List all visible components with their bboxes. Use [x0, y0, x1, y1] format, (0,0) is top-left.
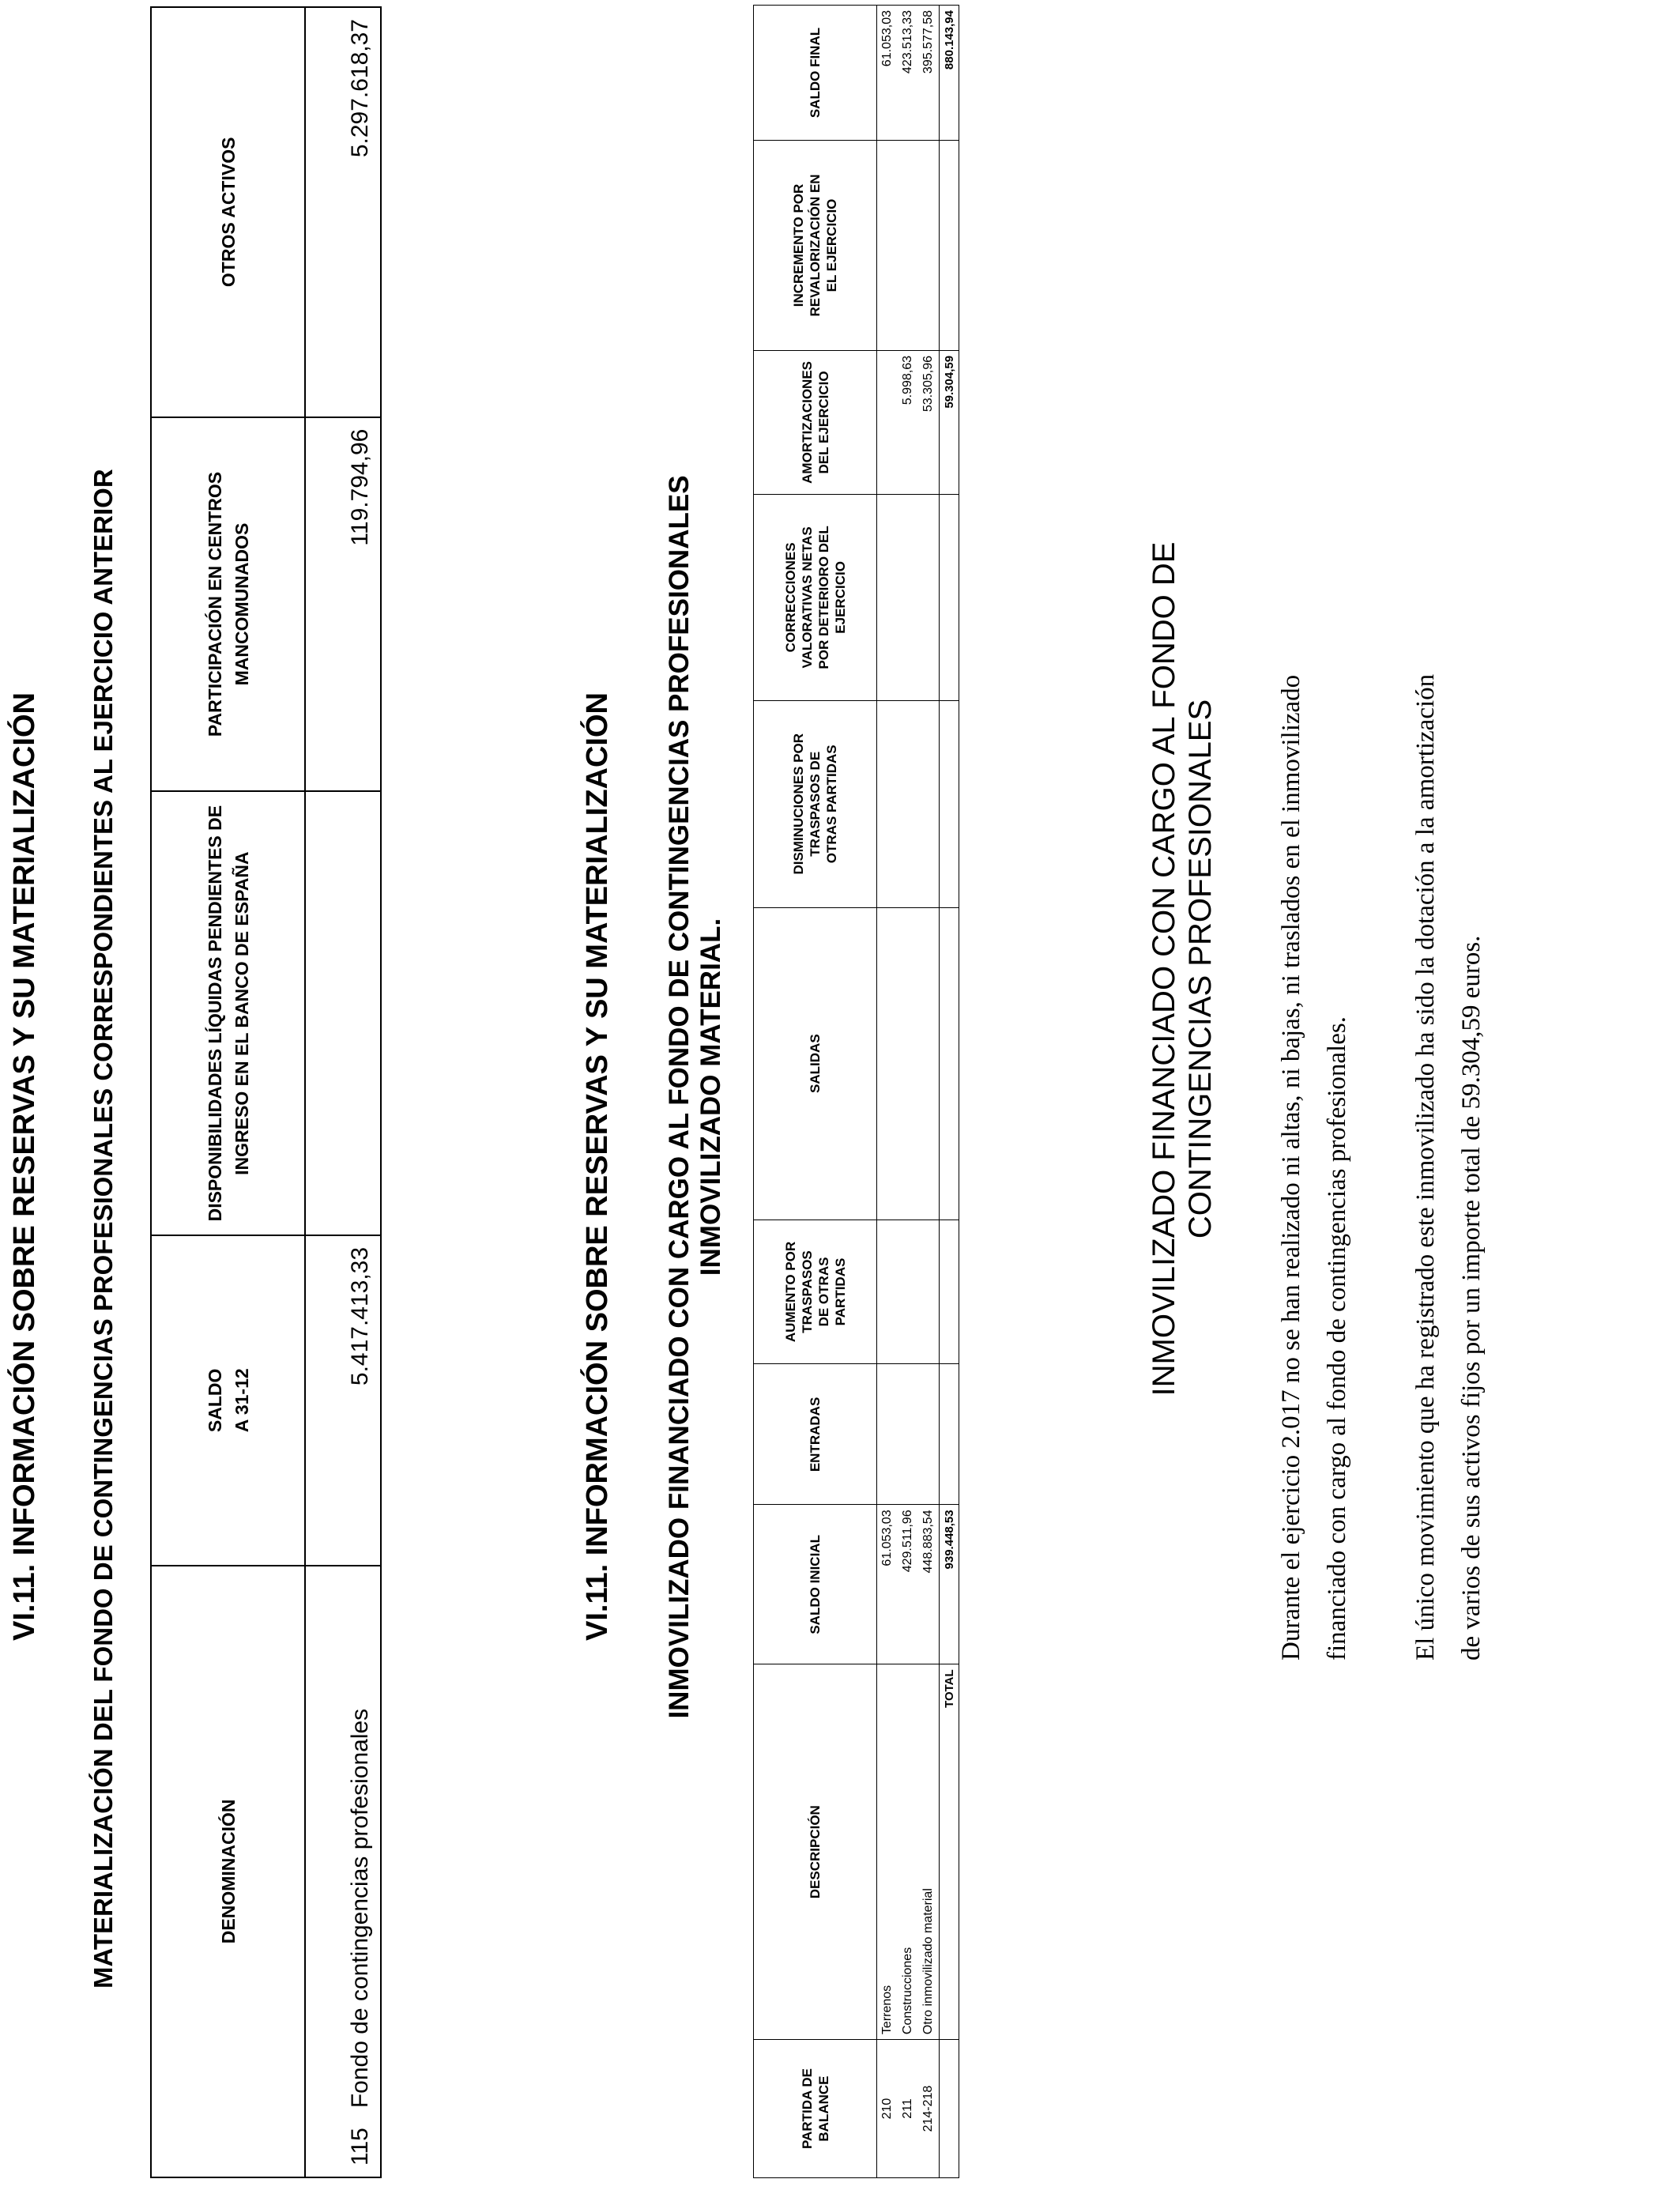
total-label: TOTAL [940, 1664, 959, 2040]
text-section-heading: INMOVILIZADO FINANCIADO CON CARGO AL FONDO DE CONTINGENCIAS PROFESIONALES [1147, 541, 1218, 1397]
cell-disponibilidades [305, 791, 381, 1235]
header-incremento: INCREMENTO POR REVALORIZACIÓN EN EL EJERCICIO [754, 141, 877, 351]
cell-saldo-final: 423.513,33 [898, 6, 918, 141]
cell-descripcion: Otro inmovilizado material [918, 1664, 940, 2040]
header-correcciones: CORRECCIONES VALORATIVAS NETAS POR DETERIORO DEL EJERCICIO [754, 494, 877, 700]
cell-amortizaciones: 53.305,96 [918, 350, 940, 494]
header-denominacion: DENOMINACIÓN [151, 1566, 305, 2177]
table-row [918, 6, 940, 2178]
cell-partida: 210 [877, 2040, 898, 2178]
cell-amortizaciones: 5.998,63 [898, 350, 918, 494]
cell-amortizaciones [877, 350, 898, 494]
total-saldo-inicial: 939.448,53 [940, 1505, 959, 1664]
header-saldo-inicial: SALDO INICIAL [754, 1505, 877, 1664]
cell-saldo-inicial: 448.883,54 [918, 1505, 940, 1664]
table-row [305, 7, 381, 2177]
cell-saldo-inicial: 61.053,03 [877, 1505, 898, 1664]
total-row [940, 6, 959, 2178]
cell-saldo-final: 395.577,58 [918, 6, 940, 141]
total-amortizaciones: 59.304,59 [940, 350, 959, 494]
header-saldo: SALDO A 31-12 [151, 1235, 305, 1566]
header-entradas: ENTRADAS [754, 1364, 877, 1505]
cell-participacion: 119.794,96 [305, 417, 381, 792]
cell-descripcion: Terrenos [877, 1664, 898, 2040]
cell-saldo-inicial: 429.511,96 [898, 1505, 918, 1664]
table2-title: INMOVILIZADO FINANCIADO CON CARGO AL FONDO DE CONTINGENCIAS PROFESIONALES INMOVILIZADO MATERIAL. [664, 475, 726, 1719]
cell-saldo: 5.417.413,33 [305, 1235, 381, 1566]
total-saldo-final: 880.143,94 [940, 6, 959, 141]
section-heading-1: VI.11. INFORMACIÓN SOBRE RESERVAS Y SU MATERIALIZACIÓN [8, 692, 41, 1641]
section-heading-2: VI.11. INFORMACIÓN SOBRE RESERVAS Y SU MATERIALIZACIÓN [581, 692, 614, 1641]
header-descripcion: DESCRIPCIÓN [754, 1664, 877, 2040]
header-participacion: PARTICIPACIÓN EN CENTROS MANCOMUNADOS [151, 417, 305, 792]
cell-descripcion: Construcciones [898, 1664, 918, 2040]
header-disminuciones: DISMINUCIONES POR TRASPASOS DE OTRAS PARTIDAS [754, 700, 877, 907]
table-row [877, 6, 898, 2178]
header-aumento: AUMENTO POR TRASPASOS DE OTRAS PARTIDAS [754, 1220, 877, 1364]
header-partida: PARTIDA DE BALANCE [754, 2040, 877, 2178]
cell-partida: 214-218 [918, 2040, 940, 2178]
cell-partida: 211 [898, 2040, 918, 2178]
table-row [898, 6, 918, 2178]
paragraph-1: Durante el ejercicio 2.017 no se han realizado ni altas, ni bajas, ni traslados en el inmovilizado financiado con cargo al fondo de contingencias profesionales. [1277, 674, 1351, 1661]
header-amortizaciones: AMORTIZACIONES DEL EJERCICIO [754, 350, 877, 494]
paragraph-2: El único movimiento que ha registrado este inmovilizado ha sido la dotación a la amortización de varios de sus activos fijos por un importe total de 59.304,59 euros. [1411, 673, 1486, 1661]
fixed-assets-table [753, 5, 959, 2178]
header-disponibilidades: DISPONIBILIDADES LÍQUIDAS PENDIENTES DE INGRESO EN EL BANCO DE ESPAÑA [151, 791, 305, 1235]
table1-title: MATERIALIZACIÓN DEL FONDO DE CONTINGENCIAS PROFESIONALES CORRESPONDIENTES AL EJERCICIO ANTERIOR [89, 469, 118, 1989]
header-otros-activos: OTROS ACTIVOS [151, 7, 305, 417]
header-saldo-final: SALDO FINAL [754, 6, 877, 141]
cell-saldo-final: 61.053,03 [877, 6, 898, 141]
header-salidas: SALIDAS [754, 907, 877, 1220]
cell-denominacion: 115 Fondo de contingencias profesionales [305, 1566, 381, 2177]
cell-otros-activos: 5.297.618,37 [305, 7, 381, 417]
materialization-table [150, 6, 382, 2178]
